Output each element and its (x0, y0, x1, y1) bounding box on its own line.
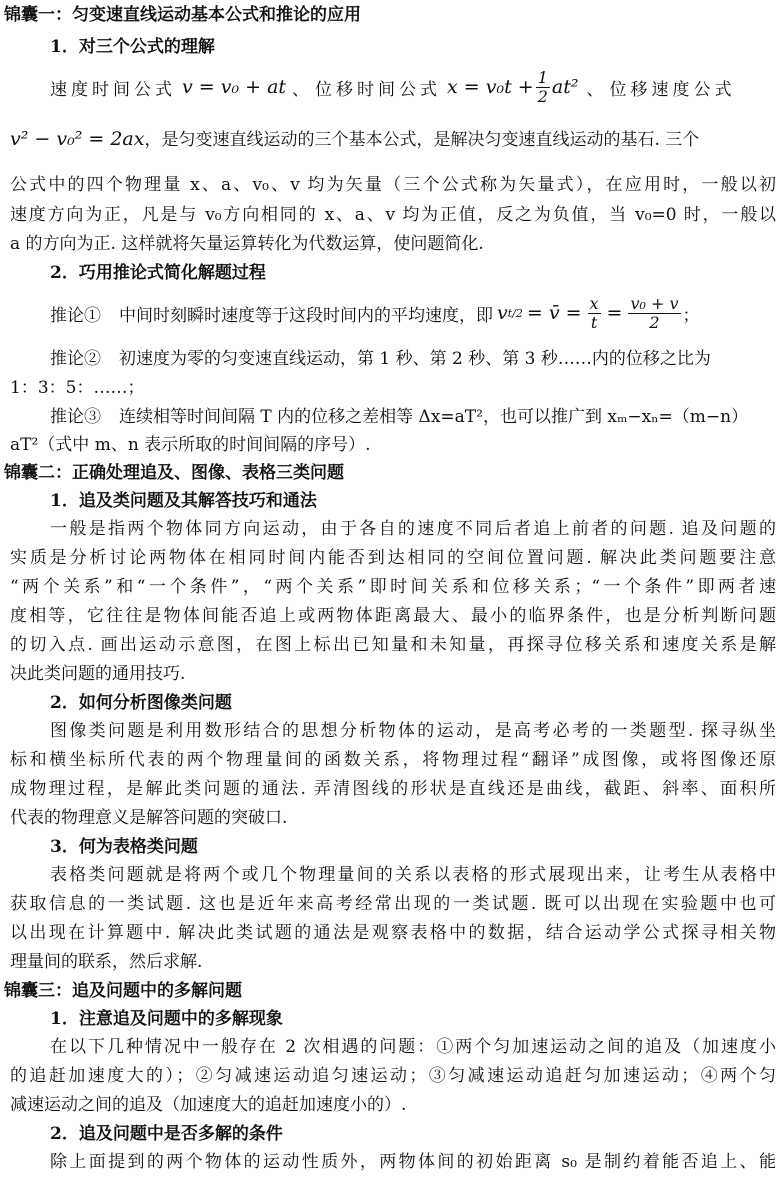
corollary-1-eq2: = (606, 302, 623, 324)
paragraph-line: 的切入点. 画出运动示意图，在图上标出已知量和未知量，再探寻位移关系和速度关系是解 (10, 635, 776, 655)
fraction-numerator: v₀ + v (630, 293, 679, 313)
corollary-1 (50, 288, 776, 338)
paragraph-line: 获取信息的一类试题. 这也是近年来高考经常出现的一类试题. 既可以出现在实验题中也可 (10, 894, 776, 914)
paragraph-line: 表格类问题就是将两个或几个物理量间的关系以表格的形式展现出来，让考生从表格中 (50, 865, 776, 885)
fraction-average-velocity (628, 295, 680, 332)
half-fraction (536, 69, 550, 106)
corollary-2-text: 初速度为零的匀变速直线运动，第 1 秒、第 2 秒、第 3 秒……内的位移之比为 (119, 349, 711, 369)
paragraph-line: 代表的物理意义是解答问题的突破口. (10, 808, 288, 828)
section-2-heading: 锦囊二：正确处理追及、图像、表格三类问题 (4, 463, 344, 483)
corollary-2-label: 推论② (50, 349, 101, 369)
paragraph-line: 公式中的四个物理量 x、a、v₀、v 均为矢量（三个公式称为矢量式），在应用时，一般以初 (10, 175, 776, 195)
corollary-3-label: 推论③ (50, 407, 101, 427)
corollary-2-cont: 1：3：5：……； (10, 378, 145, 398)
section-3-heading: 锦囊三：追及问题中的多解问题 (4, 981, 242, 1001)
paragraph-line: 决此类问题的通用技巧. (10, 664, 186, 684)
paragraph-line: 除上面提到的两个物体的运动性质外，两物体间的初始距离 s₀ 是制约着能否追上、能 (50, 1152, 776, 1172)
paragraph-line: a 的方向为正. 这样就将矢量运算转化为代数运算，使问题简化. (10, 234, 484, 254)
section-2-sub-1: 1．追及类问题及其解答技巧和通法 (50, 491, 317, 511)
corollary-1-text: 中间时刻瞬时速度等于这段时间内的平均速度，即 (119, 305, 493, 326)
paragraph-line: 以出现在计算题中. 解决此类试题的通法是观察表格中的数据，结合运动学公式探寻相关物 (10, 923, 776, 943)
displacement-time-label: 位移时间公式 (315, 79, 442, 100)
corollary-2 (50, 348, 776, 370)
paragraph-line: 图像类问题是利用数形结合的思想分析物体的运动，是高考必考的一类题型. 探寻纵坐 (50, 721, 776, 741)
paragraph-line: 理量间的联系，然后求解. (10, 952, 203, 972)
section-1-heading: 锦囊一：匀变速直线运动基本公式和推论的应用 (4, 5, 361, 25)
fraction-numerator: x (589, 293, 599, 313)
velocity-time-label: 速度时间公式 (50, 79, 176, 100)
fraction-x-over-t (588, 295, 601, 332)
displacement-velocity-formula: v² − v₀² = 2ax (10, 128, 145, 150)
paragraph-line: 成物理过程，是解此类问题的通法. 弄清图线的形状是直线还是曲线，截距、斜率、面积所 (10, 779, 776, 799)
paragraph-line: 实质是分析讨论两物体在相同时间内能否到达相同的空间位置问题. 解决此类问题要注意 (10, 548, 776, 568)
paragraph-line: “两个关系”和“一个条件”，“两个关系”即时间关系和位移关系；“一个条件”即两者速 (10, 577, 776, 597)
corollary-1-label: 推论① (50, 305, 101, 326)
displacement-time-formula-right: at² (551, 76, 579, 98)
section-1-sub-2: 2．巧用推论式简化解题过程 (50, 263, 266, 283)
fraction-numerator: 1 (537, 67, 548, 87)
section-3-sub-2: 2．追及问题中是否多解的条件 (50, 1124, 283, 1144)
separator: 、 (586, 79, 604, 100)
displacement-time-formula-left: x = v₀t + (447, 76, 534, 98)
paragraph-line: 度相等，它往往是物体间能否追上或两物体距离最大、最小的临界条件，也是分析判断问题 (10, 606, 776, 626)
section-3-sub-1: 1．注意追及问题中的多解现象 (50, 1009, 283, 1029)
formula-line-1 (50, 62, 776, 112)
corollary-1-v: v (497, 302, 508, 324)
fraction-denominator: 2 (537, 86, 548, 106)
separator: 、 (292, 79, 310, 100)
fraction-denominator: t (590, 312, 598, 332)
formula-description: ，是匀变速直线运动的三个基本公式，是解决匀变速直线运动的基石. 三个 (144, 130, 700, 150)
section-2-sub-3: 3．何为表格类问题 (50, 837, 198, 857)
section-1-sub-1: 1．对三个公式的理解 (50, 37, 215, 57)
corollary-1-end: ； (682, 305, 700, 326)
corollary-1-subscript: t/2 (507, 306, 523, 320)
paragraph-line: 一般是指两个物体同方向运动，由于各自的速度不同后者追上前者的问题. 追及问题的 (50, 519, 776, 539)
fraction-denominator: 2 (649, 312, 660, 332)
paragraph-line: 在以下几种情况中一般存在 2 次相遇的问题：①两个匀加速运动之间的追及（加速度小 (50, 1037, 776, 1057)
paragraph-line: 标和横坐标所代表的两个物理量间的函数关系，将物理过程“翻译”成图像，或将图像还原 (10, 750, 776, 770)
paragraph-line: 的追赶加速度大的）；②匀减速运动追匀速运动；③匀减速运动追赶匀加速运动；④两个匀 (10, 1066, 776, 1086)
paragraph-line: 减速运动之间的追及（加速度大的追赶加速度小的）. (10, 1095, 407, 1115)
corollary-1-eq: = v̄ = (526, 302, 582, 324)
corollary-3 (50, 406, 776, 428)
formula-line-2 (10, 128, 776, 151)
displacement-velocity-label: 位移速度公式 (609, 79, 736, 100)
paragraph-line: 速度方向为正，凡是与 v₀方向相同的 x、a、v 均为正值，反之为负值，当 v₀=0 时，一般以 (10, 205, 776, 225)
velocity-time-formula: v = v₀ + at (182, 76, 287, 98)
section-2-sub-2: 2．如何分析图像类问题 (50, 693, 232, 713)
corollary-3-text: 连续相等时间间隔 T 内的位移之差相等 Δx=aT²，也可以推广到 xₘ−xₙ=（m−n） (119, 407, 749, 427)
corollary-3-cont: aT²（式中 m、n 表示所取的时间间隔的序号）. (10, 435, 371, 455)
